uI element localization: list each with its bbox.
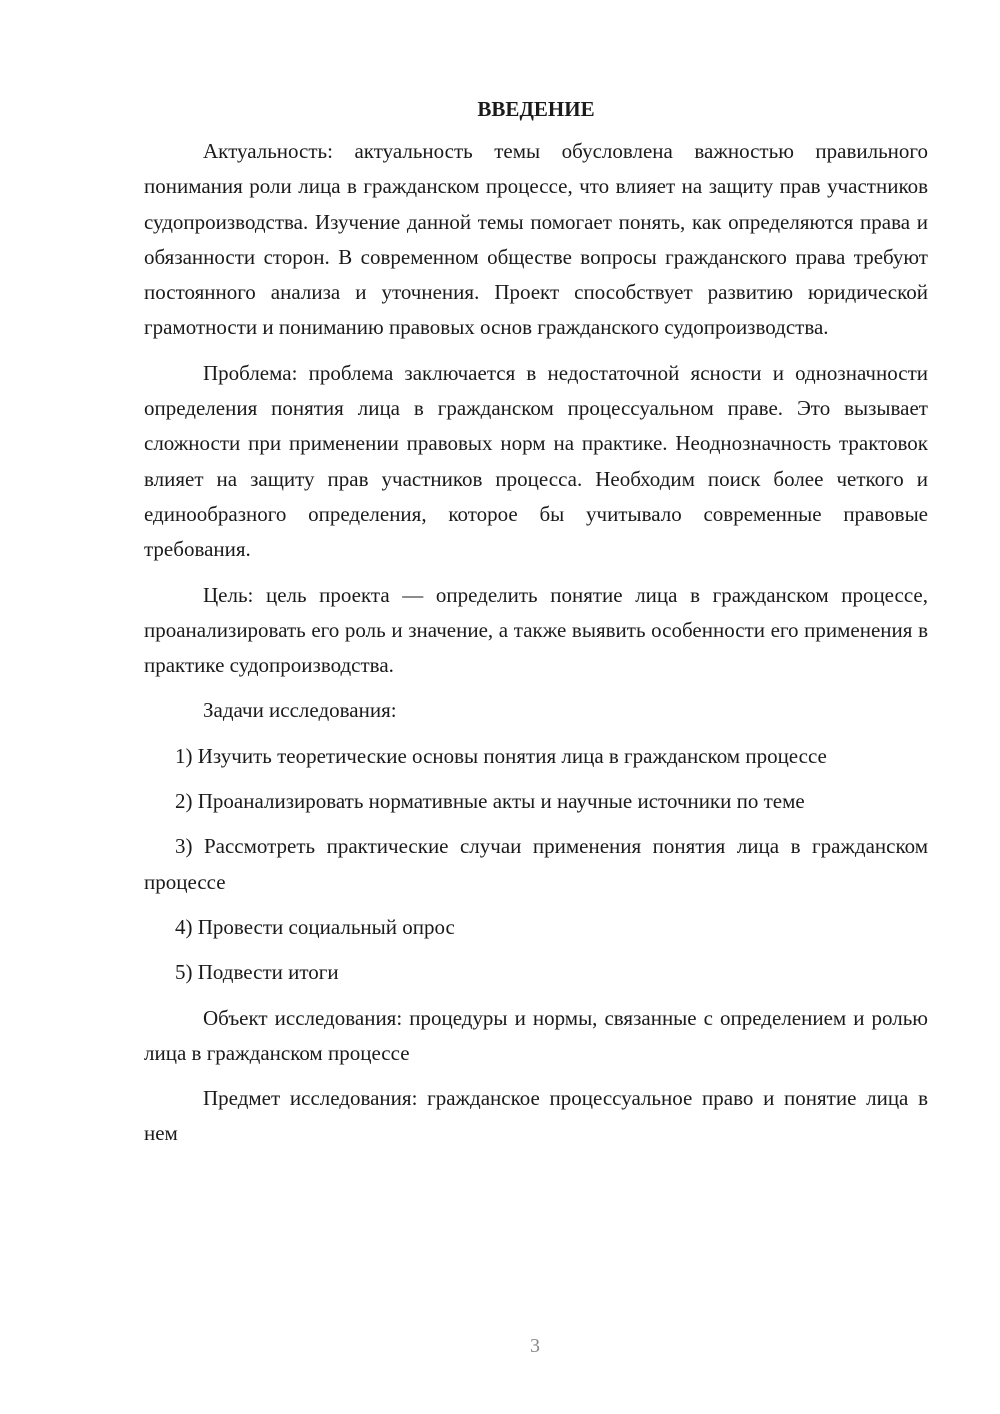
paragraph-goal: Цель: цель проекта — определить понятие лица в гражданском процессе, проанализировать его роль и значение, а также выявить особенности его применения в практике судопроизводства. bbox=[144, 582, 928, 678]
paragraph-relevance: Актуальность: актуальность темы обусловлена важностью правильного понимания роли лица в гражданском процессе, что влияет на защиту прав участников судопроизводства. Изучение данной темы помогает понять, как определяются права и обязанности сторон. В современном обществе вопросы гражданского права требуют постоянного анализа и уточнения. Проект способствует развитию юридической грамотности и пониманию правовых основ гражданского судопроизводства. bbox=[144, 139, 928, 340]
task-item-1: 1) Изучить теоретические основы понятия лица в гражданском процессе bbox=[175, 743, 827, 768]
paragraph-research-subject: Предмет исследования: гражданское процессуальное право и понятие лица в нем bbox=[144, 1086, 928, 1146]
task-item-3: 3) Рассмотреть практические случаи применения понятия лица в гражданском процессе bbox=[144, 834, 928, 894]
paragraph-research-object: Объект исследования: процедуры и нормы, связанные с определением и ролью лица в гражданском процессе bbox=[144, 1005, 928, 1065]
section-heading: ВВЕДЕНИЕ bbox=[477, 97, 595, 121]
task-item-2: 2) Проанализировать нормативные акты и научные источники по теме bbox=[175, 789, 805, 814]
task-item-5: 5) Подвести итоги bbox=[175, 960, 339, 985]
paragraph-problem: Проблема: проблема заключается в недостаточной ясности и однозначности определения понятия лица в гражданском процессуальном праве. Это вызывает сложности при применении правовых норм на практике. Неоднозначность трактовок влияет на защиту прав участников процесса. Необходим поиск более четкого и единообразного определения, которое бы учитывало современные правовые требования. bbox=[144, 360, 928, 562]
paragraph-tasks-intro: Задачи исследования: bbox=[203, 698, 397, 723]
task-item-4: 4) Провести социальный опрос bbox=[175, 914, 455, 939]
page-number: 3 bbox=[530, 1335, 540, 1357]
page-content bbox=[144, 94, 928, 1162]
